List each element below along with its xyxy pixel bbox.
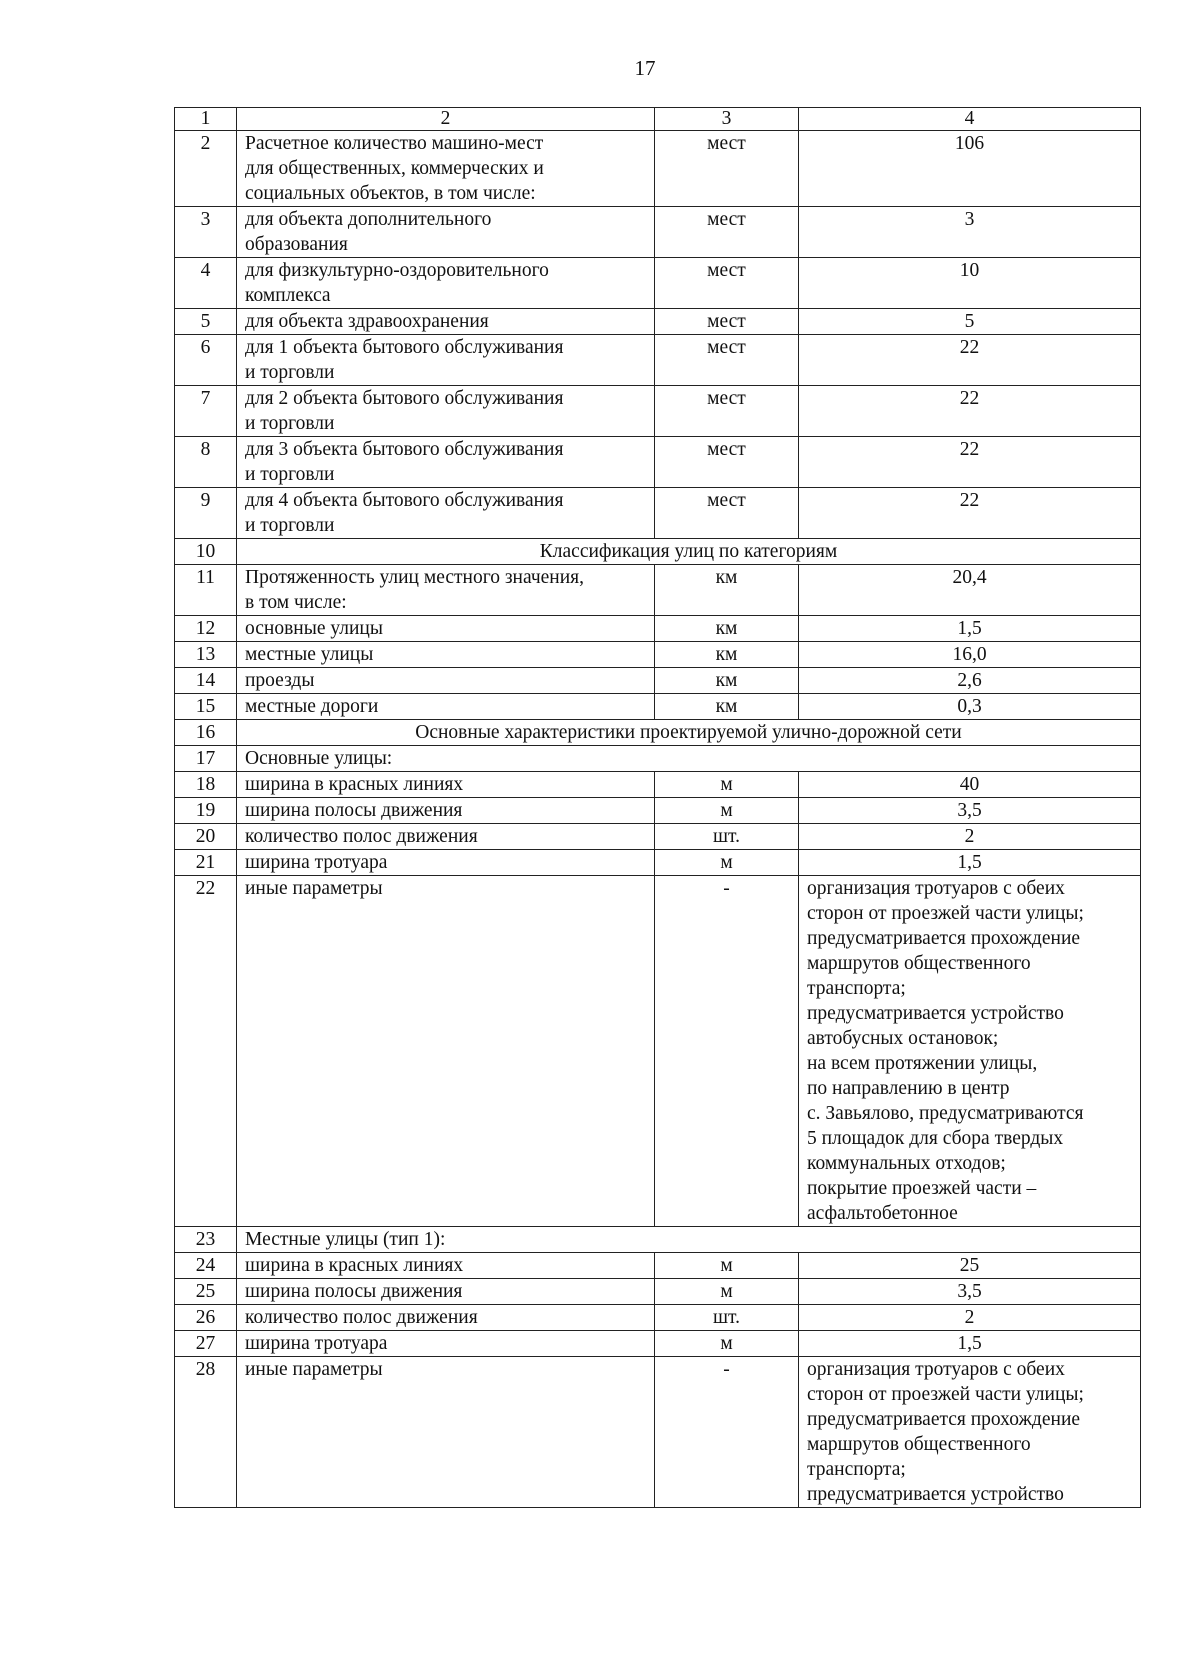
unit-cell: мест — [655, 131, 799, 207]
table-row — [175, 335, 1141, 386]
unit-cell: км — [655, 565, 799, 616]
value-cell: 2 — [799, 824, 1141, 850]
unit-cell: мест — [655, 335, 799, 386]
section-heading: Основные характеристики проектируемой улично-дорожной сети — [237, 720, 1141, 746]
parameter-name: для 2 объекта бытового обслуживания и торговли — [237, 386, 655, 437]
table-row — [175, 824, 1141, 850]
row-number: 19 — [175, 798, 237, 824]
unit-cell: - — [655, 876, 799, 1227]
row-number: 6 — [175, 335, 237, 386]
table-row — [175, 1331, 1141, 1357]
row-number: 22 — [175, 876, 237, 1227]
value-cell: 0,3 — [799, 694, 1141, 720]
table-row — [175, 694, 1141, 720]
value-cell: 2 — [799, 1305, 1141, 1331]
table-row — [175, 850, 1141, 876]
table-row — [175, 642, 1141, 668]
table-row — [175, 798, 1141, 824]
parameters-table — [174, 107, 1141, 1508]
row-number: 9 — [175, 488, 237, 539]
unit-cell: м — [655, 772, 799, 798]
value-cell: 22 — [799, 488, 1141, 539]
table-row — [175, 1357, 1141, 1508]
table-row — [175, 772, 1141, 798]
table-row — [175, 258, 1141, 309]
row-number: 21 — [175, 850, 237, 876]
table-row — [175, 720, 1141, 746]
group-heading: Местные улицы (тип 1): — [237, 1227, 1141, 1253]
page-number: 17 — [634, 56, 656, 80]
value-cell: 10 — [799, 258, 1141, 309]
value-cell: 3 — [799, 207, 1141, 258]
row-number: 3 — [175, 207, 237, 258]
value-cell: 22 — [799, 437, 1141, 488]
parameter-name: Протяженность улиц местного значения, в том числе: — [237, 565, 655, 616]
section-heading: Классификация улиц по категориям — [237, 539, 1141, 565]
table-row — [175, 488, 1141, 539]
parameter-name: ширина в красных линиях — [237, 1253, 655, 1279]
table-row — [175, 746, 1141, 772]
table-row — [175, 565, 1141, 616]
value-cell: 3,5 — [799, 798, 1141, 824]
unit-cell: км — [655, 668, 799, 694]
table-row — [175, 1305, 1141, 1331]
row-number: 8 — [175, 437, 237, 488]
value-cell: 1,5 — [799, 850, 1141, 876]
unit-cell: м — [655, 1279, 799, 1305]
header-cell: 2 — [237, 108, 655, 131]
table-header-row — [175, 108, 1141, 131]
unit-cell: мест — [655, 207, 799, 258]
table-row — [175, 539, 1141, 565]
value-cell: организация тротуаров с обеих сторон от проезжей части улицы; предусматривается прохождение маршрутов общественного транспорта; предусматривается устройство автобусных остановок; на всем протяжении улицы, по направлению в центр с. Завьялово, предусматриваются 5 площадок для сбора твердых коммунальных отходов; покрытие проезжей части – асфальтобетонное — [799, 876, 1141, 1227]
unit-cell: мест — [655, 309, 799, 335]
row-number: 10 — [175, 539, 237, 565]
parameter-name: для объекта дополнительного образования — [237, 207, 655, 258]
value-cell: 2,6 — [799, 668, 1141, 694]
value-cell: 1,5 — [799, 1331, 1141, 1357]
parameter-name: иные параметры — [237, 876, 655, 1227]
value-cell: 1,5 — [799, 616, 1141, 642]
row-number: 16 — [175, 720, 237, 746]
row-number: 26 — [175, 1305, 237, 1331]
row-number: 27 — [175, 1331, 237, 1357]
unit-cell: км — [655, 616, 799, 642]
parameter-name: для 1 объекта бытового обслуживания и торговли — [237, 335, 655, 386]
value-cell: 3,5 — [799, 1279, 1141, 1305]
unit-cell: мест — [655, 258, 799, 309]
value-cell: 16,0 — [799, 642, 1141, 668]
table-row — [175, 207, 1141, 258]
parameter-name: ширина в красных линиях — [237, 772, 655, 798]
parameter-name: количество полос движения — [237, 824, 655, 850]
parameter-name: для 3 объекта бытового обслуживания и торговли — [237, 437, 655, 488]
row-number: 11 — [175, 565, 237, 616]
parameter-name: ширина тротуара — [237, 1331, 655, 1357]
row-number: 28 — [175, 1357, 237, 1508]
unit-cell: мест — [655, 437, 799, 488]
unit-cell: м — [655, 1331, 799, 1357]
header-cell: 3 — [655, 108, 799, 131]
unit-cell: шт. — [655, 1305, 799, 1331]
parameter-name: ширина тротуара — [237, 850, 655, 876]
value-cell: 106 — [799, 131, 1141, 207]
row-number: 14 — [175, 668, 237, 694]
unit-cell: - — [655, 1357, 799, 1508]
row-number: 17 — [175, 746, 237, 772]
table-row — [175, 1279, 1141, 1305]
table-row — [175, 1253, 1141, 1279]
value-cell: 20,4 — [799, 565, 1141, 616]
parameter-name: для 4 объекта бытового обслуживания и торговли — [237, 488, 655, 539]
parameter-name: проезды — [237, 668, 655, 694]
row-number: 5 — [175, 309, 237, 335]
table-row — [175, 1227, 1141, 1253]
header-cell: 4 — [799, 108, 1141, 131]
table-row — [175, 309, 1141, 335]
value-cell: организация тротуаров с обеих сторон от проезжей части улицы; предусматривается прохождение маршрутов общественного транспорта; предусматривается устройство — [799, 1357, 1141, 1508]
parameter-name: местные дороги — [237, 694, 655, 720]
row-number: 23 — [175, 1227, 237, 1253]
table-row — [175, 386, 1141, 437]
table-row — [175, 131, 1141, 207]
parameter-name: иные параметры — [237, 1357, 655, 1508]
parameter-name: для физкультурно-оздоровительного комплекса — [237, 258, 655, 309]
value-cell: 5 — [799, 309, 1141, 335]
unit-cell: мест — [655, 488, 799, 539]
row-number: 15 — [175, 694, 237, 720]
row-number: 13 — [175, 642, 237, 668]
value-cell: 22 — [799, 386, 1141, 437]
unit-cell: м — [655, 798, 799, 824]
row-number: 2 — [175, 131, 237, 207]
unit-cell: мест — [655, 386, 799, 437]
value-cell: 25 — [799, 1253, 1141, 1279]
row-number: 12 — [175, 616, 237, 642]
parameter-name: для объекта здравоохранения — [237, 309, 655, 335]
value-cell: 22 — [799, 335, 1141, 386]
value-cell: 40 — [799, 772, 1141, 798]
row-number: 20 — [175, 824, 237, 850]
row-number: 24 — [175, 1253, 237, 1279]
unit-cell: км — [655, 642, 799, 668]
table-row — [175, 876, 1141, 1227]
unit-cell: м — [655, 1253, 799, 1279]
parameter-name: ширина полосы движения — [237, 1279, 655, 1305]
parameter-name: Расчетное количество машино-мест для общественных, коммерческих и социальных объектов, в том числе: — [237, 131, 655, 207]
parameter-name: местные улицы — [237, 642, 655, 668]
unit-cell: шт. — [655, 824, 799, 850]
row-number: 18 — [175, 772, 237, 798]
table-row — [175, 616, 1141, 642]
table-row — [175, 668, 1141, 694]
parameter-name: количество полос движения — [237, 1305, 655, 1331]
parameter-name: ширина полосы движения — [237, 798, 655, 824]
row-number: 7 — [175, 386, 237, 437]
unit-cell: км — [655, 694, 799, 720]
unit-cell: м — [655, 850, 799, 876]
parameter-name: основные улицы — [237, 616, 655, 642]
table-body — [175, 108, 1141, 1508]
row-number: 4 — [175, 258, 237, 309]
header-cell: 1 — [175, 108, 237, 131]
group-heading: Основные улицы: — [237, 746, 1141, 772]
row-number: 25 — [175, 1279, 237, 1305]
table-row — [175, 437, 1141, 488]
